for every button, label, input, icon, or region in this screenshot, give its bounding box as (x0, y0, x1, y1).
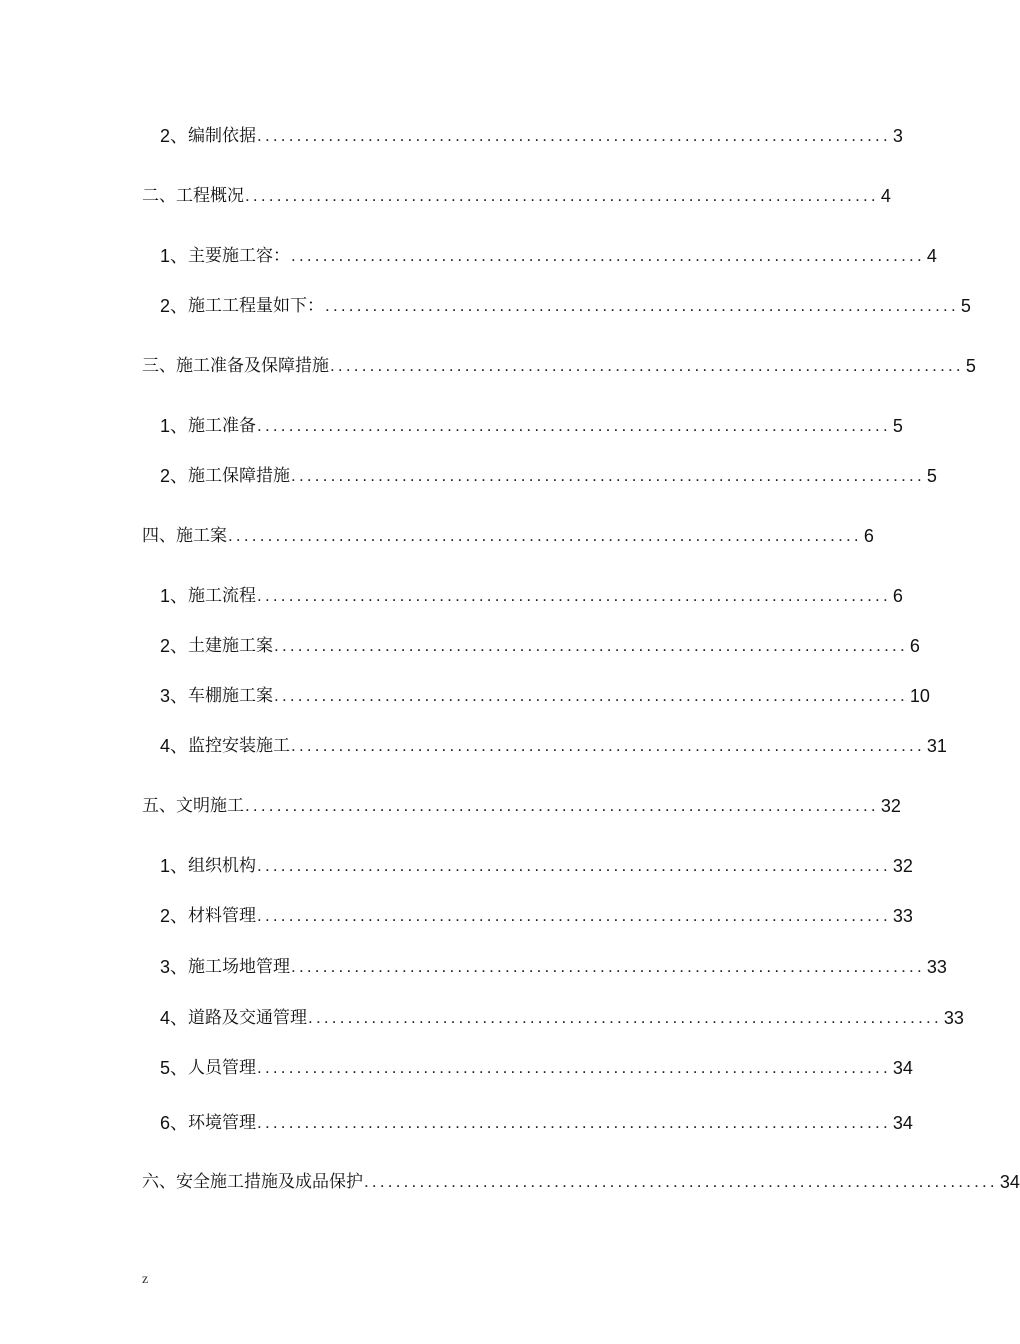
toc-entry-title: 施工工程量如下： (188, 296, 325, 316)
toc-entry-number: 三、 (142, 356, 176, 376)
toc-entry-page: 32 (892, 856, 913, 876)
toc-entry-title: 监控安装施工 (188, 736, 291, 756)
toc-entry[interactable] (160, 1006, 964, 1030)
toc-entry-title: 材料管理 (188, 906, 257, 926)
toc-entry-title: 安全施工措施及成品保护 (176, 1172, 363, 1192)
toc-entry[interactable] (160, 414, 903, 438)
toc-entry[interactable] (142, 1170, 1020, 1194)
dot-leader: ................................................................................ (228, 526, 862, 545)
toc-entry-number: 二、 (142, 186, 176, 206)
toc-entry[interactable] (160, 1111, 913, 1135)
toc-entry-page: 5 (965, 356, 976, 376)
toc-entry-page: 5 (926, 466, 937, 486)
dot-leader: ................................................................................ (330, 356, 964, 375)
toc-entry-number: 2、 (160, 126, 189, 146)
toc-entry-number: 4、 (160, 736, 189, 756)
toc-entry[interactable] (160, 1056, 913, 1080)
toc-entry-number: 四、 (142, 526, 176, 546)
dot-leader: ................................................................................ (257, 586, 891, 605)
dot-leader: ................................................................................ (325, 296, 959, 315)
toc-entry-page: 34 (999, 1172, 1020, 1192)
toc-entry[interactable] (160, 854, 913, 878)
toc-entry-number: 1、 (160, 246, 189, 266)
toc-entry[interactable] (160, 684, 930, 708)
toc-entry-page: 6 (892, 586, 903, 606)
toc-entry-number: 1、 (160, 416, 189, 436)
toc-entry-number: 2、 (160, 296, 189, 316)
toc-entry[interactable] (160, 734, 947, 758)
toc-entry-number: 2、 (160, 466, 189, 486)
toc-entry-title: 人员管理 (188, 1058, 257, 1078)
toc-entry-page: 33 (892, 906, 913, 926)
dot-leader: ................................................................................ (257, 906, 891, 925)
toc-entry-title: 工程概况 (176, 186, 244, 206)
toc-entry-number: 2、 (160, 906, 189, 926)
dot-leader: ................................................................................ (257, 1058, 891, 1077)
toc-entry-title: 车棚施工案 (188, 686, 274, 706)
toc-entry-number: 六、 (142, 1172, 176, 1192)
toc-entry-page: 33 (926, 957, 947, 977)
dot-leader: ................................................................................ (257, 416, 891, 435)
toc-entry-page: 34 (892, 1113, 913, 1133)
toc-entry-title: 施工场地管理 (188, 957, 291, 977)
toc-entry[interactable] (160, 955, 947, 979)
dot-leader: ................................................................................ (274, 636, 908, 655)
toc-entry-number: 五、 (142, 796, 176, 816)
dot-leader: ................................................................................ (291, 466, 925, 485)
footer-mark: z (142, 1272, 149, 1287)
toc-entry-title: 主要施工容： (188, 246, 291, 266)
toc-entry[interactable] (142, 354, 976, 378)
toc-entry-page: 6 (863, 526, 874, 546)
dot-leader: ................................................................................ (245, 796, 879, 815)
toc-entry[interactable] (160, 584, 903, 608)
toc-entry[interactable] (160, 904, 913, 928)
dot-leader: ................................................................................ (257, 856, 891, 875)
toc-entry-page: 6 (909, 636, 920, 656)
toc-entry-number: 1、 (160, 856, 189, 876)
toc-entry[interactable] (160, 244, 937, 268)
toc-entry-title: 土建施工案 (188, 636, 274, 656)
toc-entry-page: 31 (926, 736, 947, 756)
toc-entry-number: 2、 (160, 636, 189, 656)
toc-entry[interactable] (160, 464, 937, 488)
toc-entry-page: 3 (892, 126, 903, 146)
toc-entry-title: 道路及交通管理 (188, 1008, 308, 1028)
toc-entry-number: 4、 (160, 1008, 189, 1028)
toc-entry-title: 施工保障措施 (188, 466, 291, 486)
dot-leader: ................................................................................ (274, 686, 908, 705)
toc-entry-number: 1、 (160, 586, 189, 606)
dot-leader: ................................................................................ (291, 736, 925, 755)
toc-entry-number: 6、 (160, 1113, 189, 1133)
toc-entry-title: 施工案 (176, 526, 227, 546)
toc-entry-page: 34 (892, 1058, 913, 1078)
dot-leader: ................................................................................ (257, 126, 891, 145)
toc-entry-number: 3、 (160, 686, 189, 706)
toc-entry-page: 33 (943, 1008, 964, 1028)
toc-entry-page: 5 (892, 416, 903, 436)
toc-entry[interactable] (142, 524, 874, 548)
toc-entry[interactable] (142, 184, 891, 208)
toc-entry-number: 3、 (160, 957, 189, 977)
toc-entry-title: 施工准备 (188, 416, 257, 436)
toc-entry[interactable] (142, 794, 901, 818)
dot-leader: ................................................................................ (291, 957, 925, 976)
toc-entry-page: 4 (880, 186, 891, 206)
toc-entry[interactable] (160, 634, 920, 658)
dot-leader: ................................................................................ (291, 246, 925, 265)
toc-entry-page: 32 (880, 796, 901, 816)
toc-entry[interactable] (160, 294, 971, 318)
toc-entry-title: 文明施工 (176, 796, 244, 816)
dot-leader: ................................................................................ (245, 186, 879, 205)
dot-leader: ................................................................................ (364, 1172, 998, 1191)
toc-entry-page: 10 (909, 686, 930, 706)
dot-leader: ................................................................................ (308, 1008, 942, 1027)
toc-entry-title: 环境管理 (188, 1113, 257, 1133)
toc-entry-number: 5、 (160, 1058, 189, 1078)
toc-entry-page: 4 (926, 246, 937, 266)
dot-leader: ................................................................................ (257, 1113, 891, 1132)
toc-entry-title: 编制依据 (188, 126, 257, 146)
toc-entry[interactable] (160, 124, 903, 148)
toc-entry-title: 组织机构 (188, 856, 257, 876)
toc-entry-page: 5 (960, 296, 971, 316)
toc-entry-title: 施工准备及保障措施 (176, 356, 329, 376)
toc-entry-title: 施工流程 (188, 586, 257, 606)
